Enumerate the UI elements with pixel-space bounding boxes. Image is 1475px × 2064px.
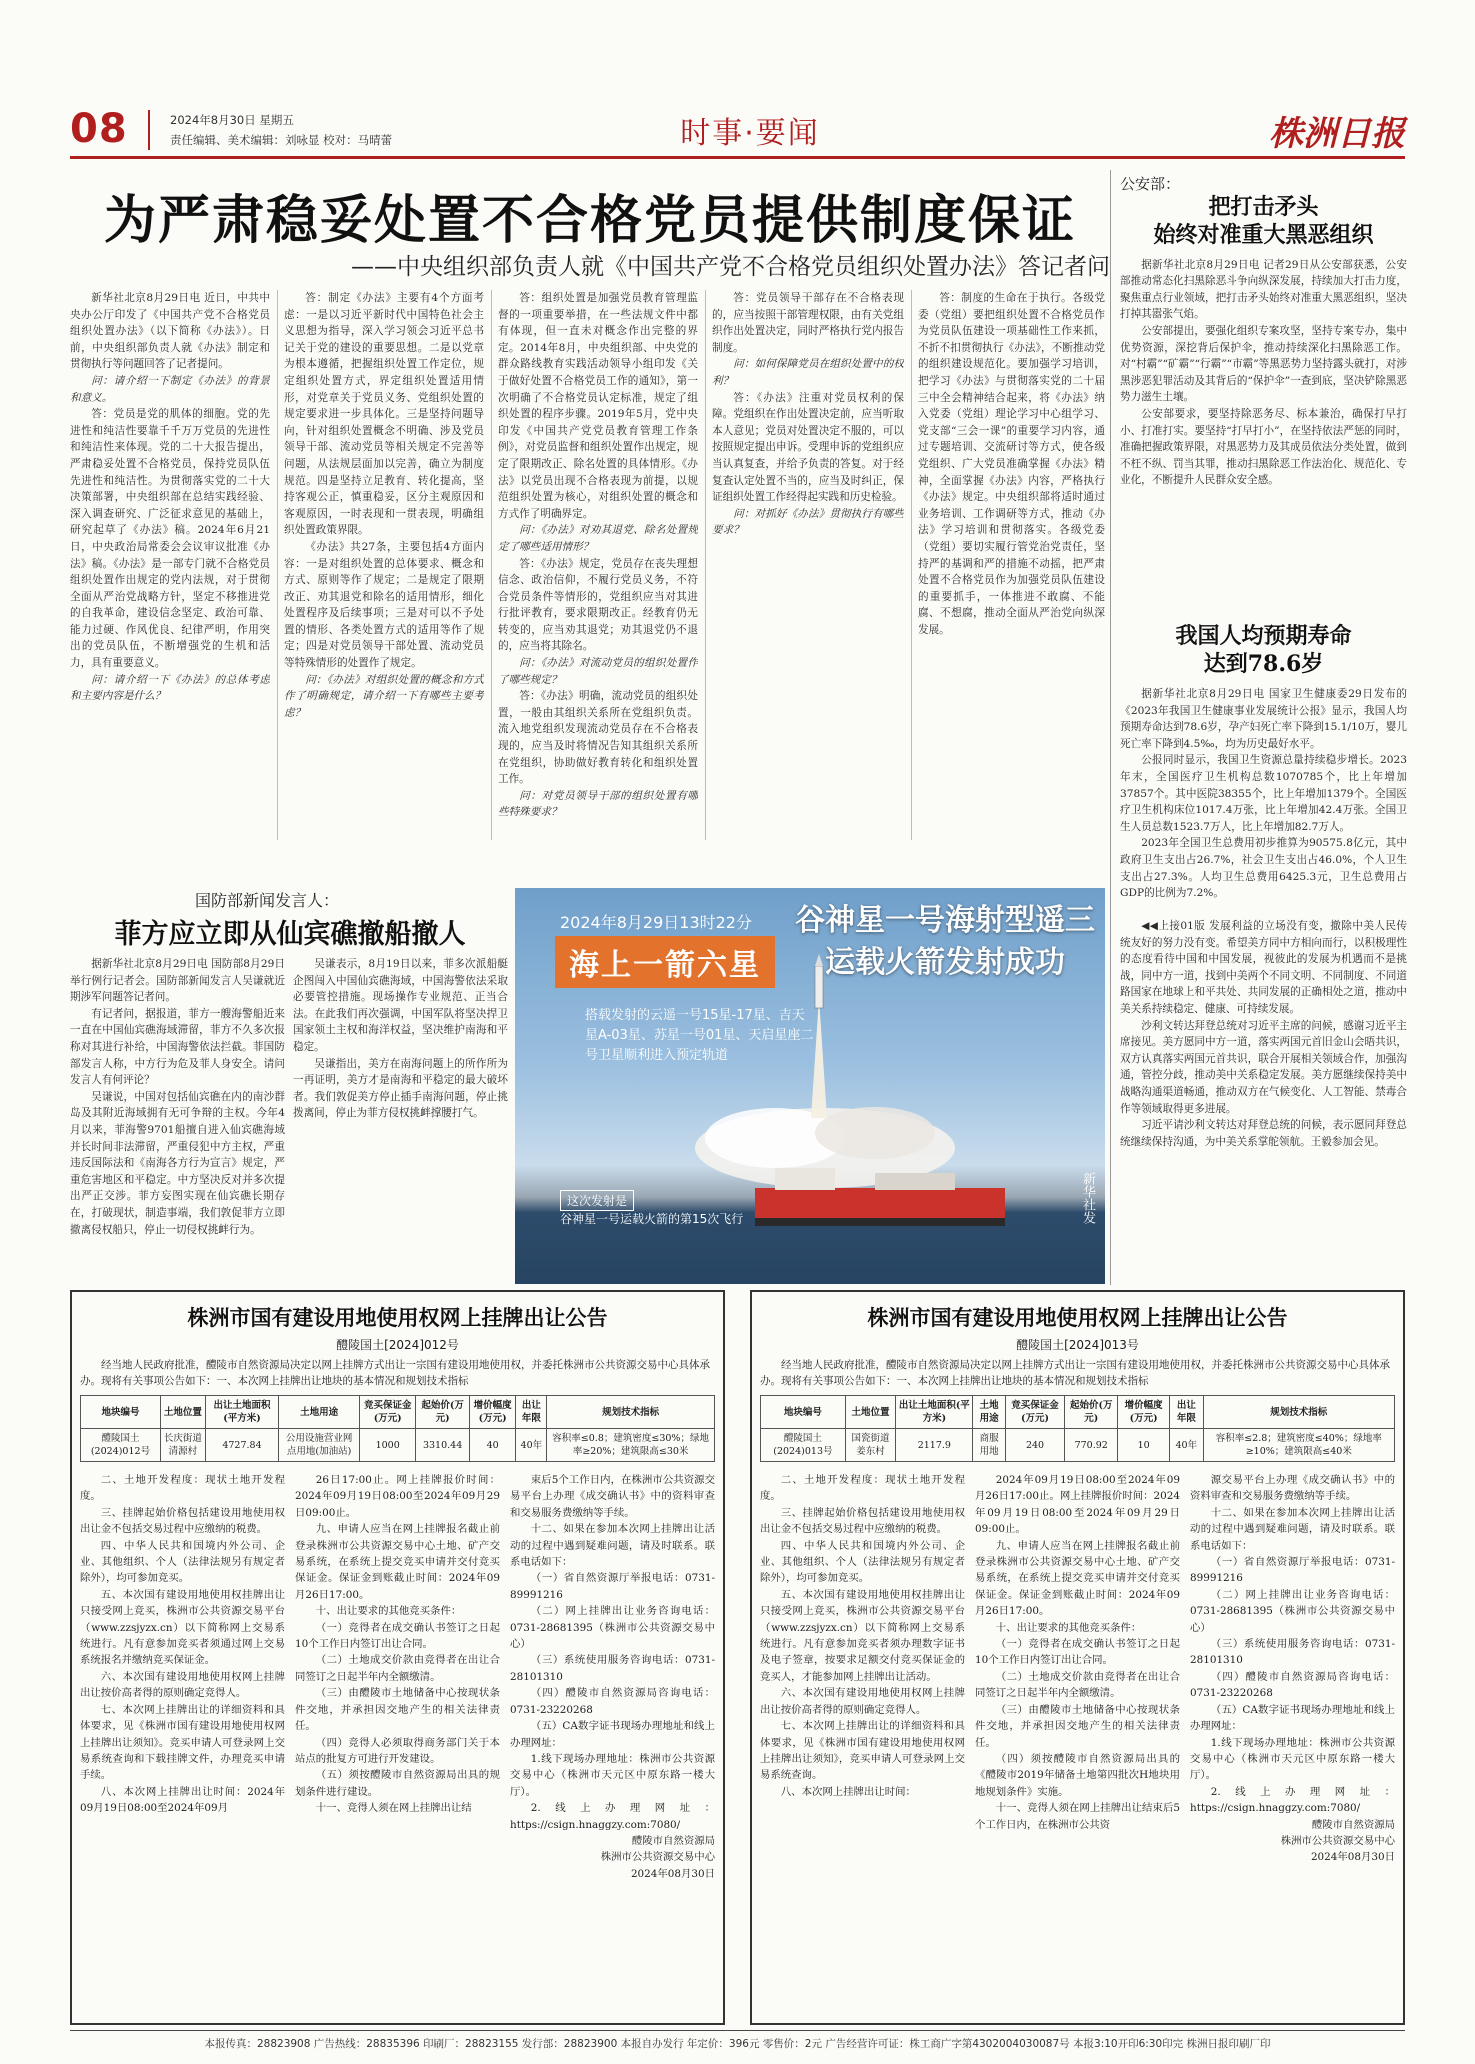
parcel-table xyxy=(760,1395,1395,1462)
notice-paragraph: （四）醴陵市自然资源局咨询电话：0731-23220268 xyxy=(1190,1670,1395,1700)
notice-body xyxy=(760,1472,1395,2025)
table-cell: 国瓷街道姜东村 xyxy=(845,1429,896,1462)
notice-paragraph: （四）醴陵市自然资源局咨询电话：0731-23220268 xyxy=(510,1687,715,1716)
notice-signature: 醴陵市自然资源局 xyxy=(1311,1818,1395,1831)
notice-paragraph: （五）CA数字证书现场办理地址和线上办理网址： xyxy=(1190,1703,1395,1733)
notice-paragraph: 十一、竞得人须在网上挂牌出让结束后5个工作日内，在株洲市公共资 xyxy=(975,1802,1180,1831)
land-auction-notice-013 xyxy=(750,1290,1405,2025)
table-header-row xyxy=(81,1396,715,1429)
notice-paragraph: 十二、如果在参加本次网上挂牌出让活动的过程中遇到疑难问题，请及时联系。联系电话如下： xyxy=(1190,1506,1395,1552)
table-header-cell: 土地用途 xyxy=(279,1396,360,1429)
notice-signature: 2024年08月30日 xyxy=(630,1867,715,1880)
article-paragraph: 答：组织处置是加强党员教育管理监督的一项重要举措，在一些法规文件中都有体现，但一直未对概念作出完整的界定。2014年8月，中央组织部、中央党的群众路线教育实践活动领导小组印发《关于做好处置不合格党员工作的通知》，第一次明确了不合格党员认定标准，规定了组织处置的程序步骤。2019年5月，党中央印发《中国共产党党员教育管理工作条例》，对党员监督和组织处置作出规定，规定了限期改正、除名处置的具体情形。《办法》以党员出现不合格表现为前提，以规范组织处置为核心，对组织处置的概念和方式作了明确界定。 xyxy=(498,292,698,520)
date-line: 2024年8月30日 星期五 xyxy=(170,113,294,127)
table-header-cell: 竞买保证金(万元) xyxy=(359,1396,415,1429)
notice-intro: 经当地人民政府批准，醴陵市自然资源局决定以网上挂牌方式出让一宗国有建设用地使用权，并委托株洲市公共资源交易中心具体承办。现将有关事项公告如下：一、本次网上挂牌出让地块的基本情况和规划技术指标 xyxy=(760,1359,1390,1387)
story-paragraph: 据新华社北京8月29日电 国防部8月29日举行例行记者会。国防部新闻发言人吴谦就近期涉军问题答记者问。 xyxy=(70,958,285,1004)
table-header-cell: 地块编号 xyxy=(761,1396,846,1429)
article-paragraph: 《办法》共27条，主要包括4方面内容：一是对组织处置的总体要求、概念和方式、原则等作了规定；二是规定了限期改正、劝其退党和除名的适用情形，细化处置程序及后续事项；三是对可以不予处置的情形、各类处置方式的适用等作了规定；四是对党员领导干部处置、流动党员等特殊情形的处置作了规定。 xyxy=(284,540,484,670)
footer-info: 本报传真：28823908 广告热线：28835396 印刷厂：28823155 发行部：28823900 本报自办发行 年定价：396元 零售价：2元 广告经营许可证：株工商广字第4302004030087号 本报3:10开印6:30印完 株洲日报印刷厂印 xyxy=(204,2038,1271,2050)
notice-code: 醴陵国土[2024]012号 xyxy=(336,1338,459,1352)
notice-paragraph: 1.线下现场办理地址：株洲市公共资源交易中心（株洲市天元区中原东路一楼大厅）。 xyxy=(510,1752,715,1798)
notice-column-2 xyxy=(975,1472,1180,2025)
story-title: 把打击矛头 xyxy=(1208,193,1319,220)
article-paragraph: 答：党员是党的肌体的细胞。党的先进性和纯洁性要靠千千万万党员的先进性和纯洁性来体现。党的二十大报告提出，严肃稳妥处置不合格党员，保持党员队伍先进性和纯洁性。为贯彻落实党的二十大决策部署，中央组织部在总结实践经验、深入调查研究、广泛征求意见的基础上，研究起草了《办法》稿。2024年6月21日，中央政治局常委会会议审议批准《办法》稿。《办法》是一部专门就不合格党员组织处置作出规定的党内法规，对于贯彻全面从严治党战略方针，坚定不移推进党的自我革命，建设信念坚定、政治可靠、能力过硬、作风优良、纪律严明，作用突出的党员队伍，不断增强党的生机和活力，具有重要意义。 xyxy=(70,408,270,670)
notice-column-1 xyxy=(80,1472,285,2025)
notice-signature: 2024年08月30日 xyxy=(1310,1851,1395,1864)
photo-date: 2024年8月29日13时22分 xyxy=(560,913,752,932)
photo-title xyxy=(795,900,1095,984)
editor-line: 责任编辑、美术编辑：刘咏显 校对：马晴蕾 xyxy=(170,133,393,147)
table-header-cell: 增价幅度(万元) xyxy=(469,1396,516,1429)
notice-paragraph: 三、挂牌起始价格包括建设用地使用权出让金不包括交易过程中应缴纳的税费。 xyxy=(80,1506,285,1536)
story-kicker: 公安部： xyxy=(1120,176,1181,193)
notice-body xyxy=(80,1472,715,2025)
table-header-cell: 地块编号 xyxy=(81,1396,161,1429)
notice-paragraph: 1.线下现场办理地址：株洲市公共资源交易中心（株洲市天元区中原东路一楼大厅）。 xyxy=(1190,1736,1395,1782)
table-cell: 3310.44 xyxy=(416,1429,469,1462)
question: 问：《办法》对组织处置的概念和方式作了明确规定，请介绍一下有哪些主要考虑？ xyxy=(284,673,484,719)
photo-title-line: 运载火箭发射成功 xyxy=(825,945,1065,980)
table-cell: 4727.84 xyxy=(205,1429,279,1462)
notice-paragraph: （一）省自然资源厅举报电话：0731-89991216 xyxy=(1190,1556,1395,1585)
photo-credit: 新华社发 xyxy=(1080,1172,1095,1224)
column-divider xyxy=(277,290,278,840)
table-row xyxy=(81,1429,715,1462)
notice-paragraph: （一）竞得者在成交确认书签订之日起10个工作日内签订出让合同。 xyxy=(295,1621,500,1651)
table-cell: 长庆街道清源村 xyxy=(160,1429,205,1462)
question: 问：请介绍一下制定《办法》的背景和意义。 xyxy=(70,374,270,404)
story-title: 菲方应立即从仙宾礁撤船撤人 xyxy=(114,919,466,950)
table-header-cell: 竞买保证金(万元) xyxy=(1005,1396,1064,1429)
notice-paragraph: 源交易平台上办理《成交确认书》中的资料审查和交易服务费缴纳等手续。 xyxy=(1190,1474,1395,1503)
notice-paragraph: （四）竞得人必须取得商务部门关于本站点的批复方可进行开发建设。 xyxy=(295,1736,500,1765)
article-paragraph: 答：《办法》明确，流动党员的组织处置，一般由其组织关系所在党组织负责。流入地党组织发现流动党员存在不合格表现的，应当及时将情况告知其组织关系所在党组织，协助做好教育转化和组织处置工作。 xyxy=(498,690,698,786)
article-column-1 xyxy=(70,290,270,845)
story-paragraph: 公安部要求，要坚持除恶务尽、标本兼治，确保打早打小、打准打实。要坚持“打早打小”，在坚持依法严惩的同时，准确把握政策界限，对黑恶势力及其成员依法分类处置，做到不枉不纵、罚当其罪，推动扫黑除恶工作法治化、规范化、专业化，不断提升人民群众安全感。 xyxy=(1120,407,1407,487)
notice-code: 醴陵国土[2024]013号 xyxy=(1016,1338,1139,1352)
notice-paragraph: （一）省自然资源厅举报电话：0731-89991216 xyxy=(510,1572,715,1601)
table-header-row xyxy=(761,1396,1395,1429)
notice-paragraph: 二、土地开发程度：现状土地开发程度。 xyxy=(760,1474,965,1503)
notice-signature: 醴陵市自然资源局 xyxy=(631,1834,715,1847)
article-column-4 xyxy=(712,290,904,845)
article-column-5 xyxy=(918,290,1105,845)
notice-paragraph: 四、中华人民共和国境内外公司、企业、其他组织、个人（法律法规另有规定者除外），均可参加竞买。 xyxy=(80,1539,285,1585)
column-divider xyxy=(705,290,706,840)
story-paragraph: 2023年全国卫生总费用初步推算为90575.8亿元，其中政府卫生支出占26.7%，社会卫生支出占46.0%，个人卫生支出占27.3%。人均卫生总费用6425.3元，卫生总费用占GDP的比例为7.2%。 xyxy=(1120,837,1407,900)
notice-paragraph: 束后5个工作日内，在株洲市公共资源交易平台上办理《成交确认书》中的资料审查和交易服务费缴纳等手续。 xyxy=(510,1474,715,1519)
notice-title: 株洲市国有建设用地使用权网上挂牌出让公告 xyxy=(867,1306,1288,1330)
table-cell: 40 xyxy=(469,1429,516,1462)
sidebar-story-continued xyxy=(1120,918,1407,1286)
sidebar-story-life-expectancy xyxy=(1120,622,1407,912)
sidebar-divider xyxy=(1110,170,1111,1285)
story-column-2 xyxy=(293,956,508,1286)
notice-paragraph: （三）系统使用服务咨询电话：0731-28101310 xyxy=(1190,1638,1395,1667)
story-paragraph: 公报同时显示，我国卫生资源总量持续稳步增长。2023年末，全国医疗卫生机构总数1070785个，比上年增加37857个。其中医院38355个，比上年增加1379个。全国医疗卫生机构床位1017.4万张，比上年增加42.4万张。全国卫生人员总数1523.7万人，比上年增加82.7万人。 xyxy=(1120,754,1407,833)
table-header-cell: 起始价(万元) xyxy=(1065,1396,1118,1429)
table-header-cell: 出让年限 xyxy=(1170,1396,1203,1429)
column-divider xyxy=(911,290,912,840)
photo-title-line: 谷神星一号海射型遥三 xyxy=(795,903,1095,938)
sidebar-story-police xyxy=(1120,176,1407,616)
notice-column-1 xyxy=(760,1472,965,2025)
notice-paragraph: （三）系统使用服务咨询电话：0731-28101310 xyxy=(510,1654,715,1683)
story-column-1 xyxy=(70,956,285,1286)
table-cell: 容积率≤2.8；建筑密度≤40%；绿地率≥10%；建筑限高≤40米 xyxy=(1203,1429,1394,1462)
table-header-cell: 起始价(万元) xyxy=(416,1396,469,1429)
story-paragraph: ◀◀上接01版 发展利益的立场没有变，撤除中美人民传统友好的努力没有变。希望美方同中方相向而行，以积极理性的态度看待中国和中国发展，视彼此的发展为机遇而不是挑战，同中方一道，找到中美两个不同文明、不同制度、不同道路国家在地球上和平共处、共同发展的正确相处之道，推动中美关系持续稳定、健康、可持续发展。 xyxy=(1120,920,1407,1015)
question: 问：《办法》对流动党员的组织处置作了哪些规定？ xyxy=(498,657,698,686)
notice-paragraph: （二）网上挂牌出让业务咨询电话：0731-28681395（株洲市公共资源交易中心） xyxy=(1190,1588,1395,1634)
notice-paragraph: 十、出让要求的其他竞买条件： xyxy=(995,1621,1142,1634)
notice-paragraph: 五、本次国有建设用地使用权挂牌出让只接受网上竞买，株洲市公共资源交易平台（www.zzsjyzx.cn）以下简称网上交易系统进行。凡有意参加竞买者须通过网上交易系统报名并缴纳竞买保证金。 xyxy=(80,1588,285,1667)
table-cell: 醴陵国土(2024)012号 xyxy=(81,1429,161,1462)
question: 问：《办法》对劝其退党、除名处置规定了哪些适用情形？ xyxy=(498,524,698,553)
table-header-cell: 出让年限 xyxy=(516,1396,547,1429)
table-header-cell: 出让土地面积(平方米) xyxy=(205,1396,279,1429)
table-header-cell: 规划技术指标 xyxy=(1203,1396,1394,1429)
notice-paragraph: （三）由醴陵市土地储备中心按现状条件交地，并承担因交地产生的相关法律责任。 xyxy=(975,1703,1180,1749)
question: 问：对抓好《办法》贯彻执行有哪些要求？ xyxy=(712,507,904,537)
rocket-launch-photo xyxy=(515,888,1105,1284)
notice-paragraph: 十一、竞得人须在网上挂牌出让结 xyxy=(315,1802,472,1815)
notice-title: 株洲市国有建设用地使用权网上挂牌出让公告 xyxy=(187,1306,608,1330)
photo-caption: 谷神星一号运载火箭的第15次飞行 xyxy=(560,1212,744,1226)
notice-column-3 xyxy=(1190,1472,1395,2025)
notice-column-3 xyxy=(510,1472,715,2025)
story-paragraph: 据新华社北京8月29日电 记者29日从公安部获悉，公安部推动常态化扫黑除恶斗争向纵深发展，持续加大打击力度，聚焦重点行业领域，把打击矛头始终对准重大黑恶组织，坚决打掉其嚣张气焰。 xyxy=(1120,258,1407,321)
notice-paragraph: 八、本次网上挂牌出让时间： xyxy=(780,1785,916,1798)
table-cell: 商服用地 xyxy=(973,1429,1006,1462)
table-cell: 240 xyxy=(1005,1429,1064,1462)
story-kicker: 国防部新闻发言人： xyxy=(195,891,340,910)
page-number: 08 xyxy=(70,106,128,152)
notice-paragraph: 六、本次国有建设用地使用权网上挂牌出让按价高者得的原则确定竞得人。 xyxy=(80,1670,285,1700)
notice-paragraph: 五、本次国有建设用地使用权挂牌出让只接受网上竞买，株洲市公共资源交易平台（www.zzsjyzx.cn）以下简称网上交易系统进行。凡有意参加竞买者须办理数字证书及电子签章，按要求足额交付竞买保证金的竞买人，才能参加网上挂牌出让活动。 xyxy=(760,1588,965,1683)
notice-intro: 经当地人民政府批准，醴陵市自然资源局决定以网上挂牌方式出让一宗国有建设用地使用权，并委托株洲市公共资源交易中心具体承办。现将有关事项公告如下：一、本次网上挂牌出让地块的基本情况和规划技术指标 xyxy=(80,1359,710,1387)
main-headline: 为严肃稳妥处置不合格党员提供制度保证 xyxy=(103,191,1076,251)
notice-paragraph: 七、本次网上挂牌出让的详细资料和具体要求，见《株洲市国有建设用地使用权网上挂牌出让须知》，竞买申请人可登录网上交易系统查询。 xyxy=(760,1720,965,1782)
table-cell: 1000 xyxy=(359,1429,415,1462)
land-auction-notice-012 xyxy=(70,1290,725,2025)
notice-signature: 株洲市公共资源交易中心 xyxy=(1280,1834,1395,1847)
story-paragraph: 吴谦说，中国对包括仙宾礁在内的南沙群岛及其附近海域拥有无可争辩的主权。今年4月以来，菲海警9701船擅自进入仙宾礁海域并长时间非法滞留，严重侵犯中方主权，严重违反国际法和《南海各方行为宣言》规定，严重危害地区和平稳定。中方坚决反对并多次提出严正交涉。菲方妄图实现在仙宾礁长期存在，打破现状，制造事端，我们敦促菲方立即撤离侵权船只，停止一切侵权挑衅行为。 xyxy=(70,1090,285,1236)
table-cell: 容积率≤0.8；建筑密度≤30%；绿地率≥20%；建筑限高≤30米 xyxy=(547,1429,715,1462)
story-paragraph: 沙利文转达拜登总统对习近平主席的问候，感谢习近平主席接见。美方愿同中方一道，落实两国元首旧金山会晤共识，双方认真落实两国元首共识，联合开展相关领域合作，加强沟通，管控分歧，推动美中关系稳定发展。美方愿继续保持美中战略沟通渠道畅通，推动双方在气候变化、人工智能、禁毒合作等领域取得更多进展。 xyxy=(1120,1019,1407,1115)
table-cell: 10 xyxy=(1118,1429,1170,1462)
masthead-meta xyxy=(170,110,392,150)
notice-paragraph: 2.线上办理网址：https://csign.hnaggzy.com:7080/ xyxy=(510,1802,715,1831)
story-title: 我国人均预期寿命 xyxy=(1175,623,1352,649)
notice-paragraph: （二）土地成交价款由竞得者在出让合同签订之日起半年内全额缴清。 xyxy=(975,1670,1180,1700)
story-paragraph: 有记者问，据报道，菲方一艘海警船近来一直在中国仙宾礁海域滞留，菲方不久多次报称对其进行补给，中国海警依法拦截。菲国防部发言人称，中方行为危及菲人身安全。请问发言人有何评论？ xyxy=(70,1007,285,1087)
story-paragraph: 吴谦表示，8月19日以来，菲多次派船艇企图闯入中国仙宾礁海域，中国海警依法采取必要管控措施。现场操作专业规范、正当合法。在此我们再次强调，中国军队将坚决捍卫国家领土主权和海洋权益，坚决维护南海和平稳定。 xyxy=(293,958,508,1053)
article-paragraph: 新华社北京8月29日电 近日，中共中央办公厅印发了《中国共产党不合格党员组织处置办法》（以下简称《办法》）。日前，中央组织部负责人就《办法》制定和贯彻执行等问题回答了记者提问。 xyxy=(70,292,270,371)
story-title: 始终对准重大黑恶组织 xyxy=(1153,221,1374,248)
photo-badge: 海上一箭六星 xyxy=(555,936,775,988)
notice-paragraph: 2024年09月19日08:00至2024年09月26日17:00止。网上挂牌报价时间：2024年09月19日08:00至2024年09月29日09:00止。 xyxy=(975,1474,1180,1536)
top-rule xyxy=(70,156,1405,159)
notice-paragraph: （二）土地成交价款由竞得者在出让合同签订之日起半年内全额缴清。 xyxy=(295,1654,500,1683)
article-paragraph: 答：《办法》规定，党员存在丧失理想信念、政治信仰，不履行党员义务，不符合党员条件等情形的，党组织应当对其进行批评教育，要求限期改正。经教育仍无转变的，应当劝其退党；劝其退党仍不退的，应当将其除名。 xyxy=(498,557,698,653)
column-divider xyxy=(491,290,492,840)
question: 问：请介绍一下《办法》的总体考虑和主要内容是什么？ xyxy=(70,673,270,703)
table-cell: 醴陵国土(2024)013号 xyxy=(761,1429,846,1462)
notice-paragraph: 九、申请人应当在网上挂牌报名截止前登录株洲市公共资源交易中心土地、矿产交易系统，在系统上提交竞买申请并交付竞买保证金。保证金到账截止时间：2024年09月26日17:00。 xyxy=(975,1539,1180,1618)
notice-paragraph: （五）CA数字证书现场办理地址和线上办理网址： xyxy=(510,1720,715,1749)
table-cell: 2117.9 xyxy=(896,1429,973,1462)
notice-paragraph: 2.线上办理网址：https://csign.hnaggzy.com:7080/ xyxy=(1190,1785,1395,1815)
table-row xyxy=(761,1429,1395,1462)
article-paragraph: 答：党员领导干部存在不合格表现的，应当按照干部管理权限，由有关党组织作出处置决定，同时严格执行党内报告制度。 xyxy=(712,292,904,354)
story-paragraph: 吴谦指出，美方在南海问题上的所作所为一再证明，美方才是南海和平稳定的最大破坏者。我们敦促美方停止插手南海问题，停止挑拨离间，停止为菲方侵权挑衅撑腰打气。 xyxy=(293,1057,508,1120)
article-paragraph: 答：制度的生命在于执行。各级党委（党组）要把组织处置不合格党员作为党员队伍建设一项基础性工作来抓，不折不扣贯彻执行《办法》，不断推动党的组织建设规范化。要加强学习培训，把学习《办法》与贯彻落实党的二十届三中全会精神结合起来，将《办法》纳入党委（党组）理论学习中心组学习、党支部“三会一课”的重要学习内容，通过专题培训、交流研讨等方式，使各级党组织、广大党员准确掌握《办法》精神，全面掌握《办法》内容，严格执行《办法》规定。中央组织部将适时通过业务培训、工作调研等方式，推动《办法》学习培训和贯彻落实。各级党委（党组）要切实履行管党治党责任，坚持严的基调和严的措施不动摇，把严肃处置不合格党员作为加强党员队伍建设的重要抓手，一体推进不敢腐、不能腐、不想腐，推动全面从严治党向纵深发展。 xyxy=(918,292,1105,636)
notice-paragraph: （一）竞得者在成交确认书签订之日起10个工作日内签订出让合同。 xyxy=(975,1638,1180,1667)
notice-paragraph: 三、挂牌起始价格包括建设用地使用权出让金不包括交易过程中应缴纳的税费。 xyxy=(760,1506,965,1536)
question: 问：对党员领导干部的组织处置有哪些特殊要求？ xyxy=(498,789,698,819)
table-cell: 公用设施营业网点用地(加油站) xyxy=(279,1429,360,1462)
masthead xyxy=(70,106,1405,156)
story-paragraph: 习近平请沙利文转达对拜登总统的问候，表示愿同拜登总统继续保持沟通，为中美关系掌舵领航。王毅参加会见。 xyxy=(1120,1119,1407,1148)
notice-paragraph: 八、本次网上挂牌出让时间：2024年09月19日08:00至2024年09月 xyxy=(80,1785,285,1815)
article-column-3 xyxy=(498,290,698,845)
photo-caption-label: 这次发射是 xyxy=(560,1190,634,1211)
main-subheadline: ——中央组织部负责人就《中国共产党不合格党员组织处置办法》答记者问 xyxy=(351,254,1110,280)
story-paragraph: 据新华社北京8月29日电 国家卫生健康委29日发布的《2023年我国卫生健康事业发展统计公报》显示，我国人均预期寿命达到78.6岁，孕产妇死亡率下降到15.1/10万，婴儿死亡率下降到4.5‰，均为历史最好水平。 xyxy=(1120,688,1407,750)
table-cell: 40年 xyxy=(516,1429,547,1462)
notice-signature: 株洲市公共资源交易中心 xyxy=(600,1851,715,1864)
story-paragraph: 公安部提出，要强化组织专案攻坚，坚持专案专办，集中优势资源，深挖背后保护伞，推动持续深化扫黑除恶工作。对“村霸”“矿霸”“行霸”“市霸”等黑恶势力坚持露头就打，对涉黑涉恶犯罪活动及其背后的“保护伞”一查到底，坚决铲除黑恶势力滋生土壤。 xyxy=(1120,324,1407,404)
photo-info: 搭载发射的云遥一号15星-17星、吉天星A-03星、苏星一号01星、天启星座二号卫星顺利进入预定轨道 xyxy=(585,1008,814,1063)
footer-rule xyxy=(70,2030,1405,2031)
table-header-cell: 出让土地面积(平方米) xyxy=(896,1396,973,1429)
article-column-2 xyxy=(284,290,484,845)
table-cell: 770.92 xyxy=(1065,1429,1118,1462)
notice-column-2 xyxy=(295,1472,500,2025)
notice-paragraph: 十二、如果在参加本次网上挂牌出让活动的过程中遇到疑难问题，请及时联系。联系电话如下： xyxy=(510,1523,715,1569)
table-header-cell: 土地位置 xyxy=(160,1396,205,1429)
table-header-cell: 规划技术指标 xyxy=(547,1396,715,1429)
question: 问：如何保障党员在组织处置中的权利？ xyxy=(712,358,904,387)
notice-paragraph: （五）须按醴陵市自然资源局出具的规划条件进行建设。 xyxy=(295,1769,500,1798)
notice-paragraph: （四）须按醴陵市自然资源局出具的《醴陵市2019年储备土地第四批次H地块用地规划条件》实施。 xyxy=(975,1752,1180,1798)
article-paragraph: 答：《办法》注重对党员权利的保障。党组织在作出处置决定前，应当听取本人意见；党员对处置决定不服的，可以按照规定提出申诉。受理申诉的党组织应当认真复查，并给予负责的答复。对于经复查认定处置不当的，应当及时纠正，保证组织处置工作经得起实践和历史检验。 xyxy=(712,391,904,504)
notice-paragraph: 26日17:00止。网上挂牌报价时间：2024年09月19日08:00至2024年09月29日09:00止。 xyxy=(295,1474,500,1519)
story-title: 达到78.6岁 xyxy=(1203,651,1324,677)
newspaper-logo: 株洲日报 xyxy=(1269,114,1405,154)
notice-paragraph: 六、本次国有建设用地使用权网上挂牌出让按价高者得的原则确定竞得人。 xyxy=(760,1687,965,1716)
notice-paragraph: 四、中华人民共和国境内外公司、企业、其他组织、个人（法律法规另有规定者除外），均可参加竞买。 xyxy=(760,1539,965,1585)
table-header-cell: 增价幅度(万元) xyxy=(1118,1396,1170,1429)
parcel-table xyxy=(80,1395,715,1462)
notice-paragraph: 七、本次网上挂牌出让的详细资料和具体要求，见《株洲市国有建设用地使用权网上挂牌出让须知》。竞买申请人可登录网上交易系统查询和下载挂牌文件，办理竞买申请手续。 xyxy=(80,1703,285,1782)
notice-paragraph: （二）网上挂牌出让业务咨询电话：0731-28681395（株洲市公共资源交易中心） xyxy=(510,1605,715,1651)
notice-paragraph: 九、申请人应当在网上挂牌报名截止前登录株洲市公共资源交易中心土地、矿产交易系统，在系统上提交竞买申请并交付竞买保证金。保证金到账截止时间：2024年09月26日17:00。 xyxy=(295,1523,500,1601)
notice-paragraph: （三）由醴陵市土地储备中心按现状条件交地，并承担因交地产生的相关法律责任。 xyxy=(295,1687,500,1733)
table-cell: 40年 xyxy=(1170,1429,1203,1462)
table-header-cell: 土地用途 xyxy=(973,1396,1006,1429)
notice-paragraph: 二、土地开发程度：现状土地开发程度。 xyxy=(80,1474,285,1503)
notice-paragraph: 十、出让要求的其他竞买条件： xyxy=(315,1605,462,1618)
masthead-divider xyxy=(148,110,150,150)
article-paragraph: 答：制定《办法》主要有4个方面考虑：一是以习近平新时代中国特色社会主义思想为指导，深入学习领会习近平总书记关于党的建设的重要思想。二是以党章为根本遵循，把握组织处置工作定位，规定组织处置方式，界定组织处置适用情形，对党章关于党员义务、党组织处置的规定要求进一步具体化。三是坚持问题导向，针对组织处置概念不明确、涉及党员领导干部、流动党员等相关规定不完善等问题，从法规层面加以完善，确立为制度规范。四是坚持立足教育、转化提高，坚持客观公正，慎重稳妥，区分主观原因和客观原因，一时表现和一贯表现，明确组织处置政策界限。 xyxy=(284,292,484,537)
section-title: 时事·要闻 xyxy=(680,116,820,151)
table-header-cell: 土地位置 xyxy=(845,1396,896,1429)
